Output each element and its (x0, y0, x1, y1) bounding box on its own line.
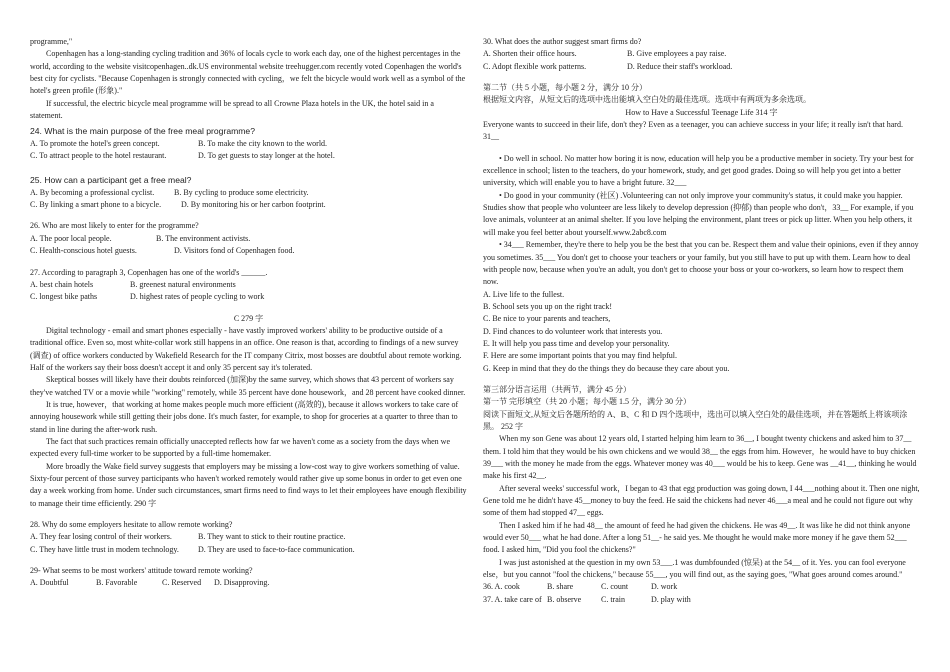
cloze-paragraph: After several weeks' successful work，I began to 43 that egg production was going down, I 44___nothing about it. Then one night, Gene told me he didn't have 45__money to buy the feed. He said the chickens had never 46___a meal and he could not figure out why some of them had stopped 47__ eggs. (483, 483, 920, 518)
option[interactable]: B. share (547, 582, 574, 592)
option[interactable]: A. The poor local people. (30, 233, 112, 243)
question-24: 24. What is the main purpose of the free meal programme? (30, 126, 255, 137)
question-28: 28. Why do some employers hesitate to allow remote working? (30, 520, 233, 530)
option[interactable]: C. To attract people to the hotel restaurant. (30, 151, 167, 161)
question-26-options (30, 233, 467, 245)
passage-c-paragraph: Digital technology - email and smart phones especially - have vastly improved workers' ability to be productive outside of a traditional office. Even so, most white-collar work still happens in an office. One reason is that, according to findings of a new survey (调查) of office workers conducted by Wakefield Research for the IT company Citrix, most bosses are doubtful about remote working. Half of the workers say their boss doesn't accept it and only 35 percent say it's tolerated. (30, 325, 462, 372)
passage-b-paragraph: If successful, the electric bicycle meal programme will be spread to all Crowne Plaza hotels in the UK, the hotel said in a statement. (30, 98, 434, 121)
choice-option[interactable]: F. Here are some important points that you may find helpful. (483, 351, 677, 361)
choice-option[interactable]: G. Keep in mind that they do the things they do because they care about you. (483, 363, 730, 373)
section-2-instructions: 根据短文内容，从短文后的选项中选出能填入空白处的最佳选项。选项中有两项为多余选项。 (483, 95, 811, 105)
option[interactable]: C. Adopt flexible work patterns. (483, 61, 587, 71)
question-30-options (483, 61, 920, 73)
option[interactable]: D. highest rates of people cycling to work (130, 292, 265, 302)
option[interactable]: C. train (601, 594, 625, 604)
option[interactable]: C. count (601, 582, 629, 592)
passage-c-paragraph: It is true, however，that working at home makes people much more efficient (高效的), because it allows workers to take care of annoying housework while still getting their jobs done. It's much faster, for example, to shop for groceries at a quarter to three than to stand in line during the after-work rush. (30, 399, 459, 434)
section-2-paragraph: Everyone wants to succeed in their life, don't they? Even as a teenager, you can achieve success in your life; it really isn't that hard. 31__ (483, 120, 903, 142)
option[interactable]: D. work (651, 582, 678, 592)
option[interactable]: B. To make the city known to the world. (198, 138, 328, 148)
question-29-options (30, 577, 467, 589)
option[interactable]: B. Favorable (96, 578, 138, 588)
option[interactable]: A. Doubtful (30, 578, 69, 588)
option[interactable]: A. best chain hotels (30, 279, 94, 289)
option[interactable]: 36. A. cook (483, 582, 520, 592)
option[interactable]: D. To get guests to stay longer at the hotel. (198, 151, 335, 161)
option[interactable]: C. Reserved (162, 578, 202, 588)
passage-b-end: programme," (30, 37, 73, 46)
section-2-bullet: • 34___ Remember, they're there to help you be the best that you can be. Respect them and value their opinions, even if they annoy you sometimes. 35___ You don't get to choose your teachers or your family, but you still have to put up with them. Learn how to deal with people now, because when you're an adult, you don't get to choose your boss or your co-workers, so learn how to respect them now. (483, 240, 919, 287)
section-2-heading: 第二节（共 5 小题，每小题 2 分，满分 10 分） (483, 83, 647, 93)
left-column (30, 36, 467, 590)
question-30-options (483, 48, 920, 60)
question-26: 26. Who are most likely to enter for the programme? (30, 221, 199, 231)
option[interactable]: B. greenest natural environments (130, 279, 236, 289)
question-28-options (30, 544, 467, 556)
question-29: 29- What seems to be most workers' attitude toward remote working? (30, 566, 253, 576)
question-30: 30. What does the author suggest smart firms do? (483, 37, 642, 46)
cloze-paragraph: When my son Gene was about 12 years old, I started helping him learn to 36__, I bought twenty chickens and asked him to 37__ them. I told him that they would be his own chickens and we would 38__ the eggs from him. However，he would have to buy chicken 39___ with the money he made from the eggs. Whatever money was 40___ would be his to keep. Gene was __41__, thinking he would make his first 42__. (483, 434, 917, 481)
question-25-options (30, 199, 467, 211)
question-25: 25. How can a participant get a free meal? (30, 175, 192, 186)
cloze-paragraph: Then I asked him if he had 48__ the amount of feed he had given the chickens. He was 49__. It was like he did not think anyone would ever 50___ what he had done. After a long 51__- he said yes. Me thought he would make more money if he gave them 52___ food. I asked him, "Did you fool the chickens?" (483, 520, 911, 555)
question-37-options (483, 594, 920, 606)
question-24-options (30, 150, 467, 162)
option[interactable]: A. They fear losing control of their workers. (30, 532, 172, 542)
option[interactable]: D. Visitors fond of Copenhagen food. (174, 246, 295, 256)
question-27-options (30, 291, 467, 303)
passage-c-paragraph: The fact that such practices remain officially unaccepted reflects how far we haven't come as a society from the days when we expected every full-time worker to be supported by a full-time homemaker. (30, 436, 451, 459)
choice-option[interactable]: B. School sets you up on the right track! (483, 301, 613, 311)
question-24-options (30, 138, 467, 150)
question-27-options (30, 279, 467, 291)
right-column (483, 36, 920, 606)
option[interactable]: B. They want to stick to their routine practice. (198, 532, 346, 542)
option[interactable]: D. Disapproving. (214, 578, 270, 588)
choice-option[interactable]: C. Be nice to your parents and teachers, (483, 314, 611, 324)
option[interactable]: B. observe (547, 594, 582, 604)
question-27: 27. According to paragraph 3, Copenhagen has one of the world's ______. (30, 267, 268, 277)
passage-c-paragraph: More broadly the Wake field survey suggests that employers may be missing a low-cost way to give workers something of value. Sixty-four percent of those survey participants who haven't worked remotely would rather give up some bonus in order to get even one day a week working from home. Under such circumstances, smart firms need to find ways to let their employees have enough flexibility to manage their time efficiently. 290 字 (30, 461, 467, 508)
section-2-bullet: • Do good in your community (社区) .Volunteering can not only improve your community's status, it could make you happier. Studies show that people who volunteer are less likely to develop depression (抑郁) than people who don't，33__ For example, if you love animals, volunteer at an animal shelter. If you love helping the environment, plant trees or pick up litter. When you help others, it will make you feel better about yourself.www.2abc8.com (483, 190, 914, 237)
option[interactable]: C. They have little trust in modem technology. (30, 544, 179, 554)
passage-c-paragraph: Skeptical bosses will likely have their doubts reinforced (加深)by the same survey, which shows that 43 percent of workers say they've watched TV or a movie while "working" remotely, while 35 percent have done housework，and 28 percent have cooked dinner. (30, 375, 466, 397)
section-2-title: How to Have a Successful Teenage Life 314 字 (625, 107, 778, 117)
option[interactable]: D. Reduce their staff's workload. (627, 61, 733, 71)
section-2-bullet: • Do well in school. No matter how boring it is now, education will help you be a productive member in society. Try your best for excellence in school; listen to the teachers, do your homework, study, and get good grades. Doing so will help you get into a better university, which will enable you to have a bright future. 32___ (483, 153, 914, 188)
part-3-subheading: 第一节 完形填空（共 20 小题；每小题 1.5 分，满分 30 分） (483, 397, 691, 407)
choice-option[interactable]: A. Live life to the fullest. (483, 289, 565, 299)
option[interactable]: A. To promote the hotel's green concept. (30, 138, 160, 148)
option[interactable]: A. By becoming a professional cyclist. (30, 187, 155, 197)
option[interactable]: D. By monitoring his or her carbon footprint. (181, 200, 326, 210)
option[interactable]: D. They are used to face-to-face communication. (198, 544, 355, 554)
cloze-paragraph: I was just astonished at the question in my own 53___.1 was dumbfounded (惊呆) at the 54__ of it. Yes. you can fool everyone else，but you cannot "fool the chickens," because 55___, you will find out, as the saying goes, "What goes around comes around." (483, 557, 906, 580)
passage-c-title: C 279 字 (233, 313, 264, 323)
question-25-options (30, 187, 467, 199)
option[interactable]: D. play with (651, 594, 691, 604)
question-26-options (30, 245, 467, 257)
question-36-options (483, 581, 920, 593)
option[interactable]: A. Shorten their office hours. (483, 49, 577, 59)
option[interactable]: B. By cycling to produce some electricity. (174, 187, 309, 197)
part-3-instructions: 阅读下面短文,从短文后各题所给的 A、B、C 和 D 四个选项中，选出可以填入空白处的最佳选项，并在答题纸上将该项涂黑。 252 字 (483, 409, 908, 431)
choice-option[interactable]: E. It will help you pass time and develop your personality. (483, 338, 670, 348)
part-3-heading: 第三部分语言运用（共两节，满分 45 分） (483, 384, 631, 394)
option[interactable]: 37. A. take care of (483, 594, 542, 604)
option[interactable]: C. By linking a smart phone to a bicycle. (30, 200, 162, 210)
option[interactable]: C. longest bike paths (30, 292, 98, 302)
option[interactable]: C. Health-conscious hotel guests. (30, 246, 137, 256)
question-28-options (30, 531, 467, 543)
option[interactable]: B. The environment activists. (156, 233, 251, 243)
passage-b-paragraph: Copenhagen has a long-standing cycling tradition and 36% of locals cycle to work each day, one of the highest percentages in the world, according to the website visitcopenhagen..dk.US environmental website treehugger.com recently voted Copenhagen the world's best city for cyclists. "Because Copenhagen is strongly connected with cycling，we felt the bicycle would work well as a symbol of the hotel's green profile (形象)." (30, 49, 466, 96)
option[interactable]: B. Give employees a pay raise. (627, 49, 727, 59)
choice-option[interactable]: D. Find chances to do volunteer work that interests you. (483, 326, 663, 336)
